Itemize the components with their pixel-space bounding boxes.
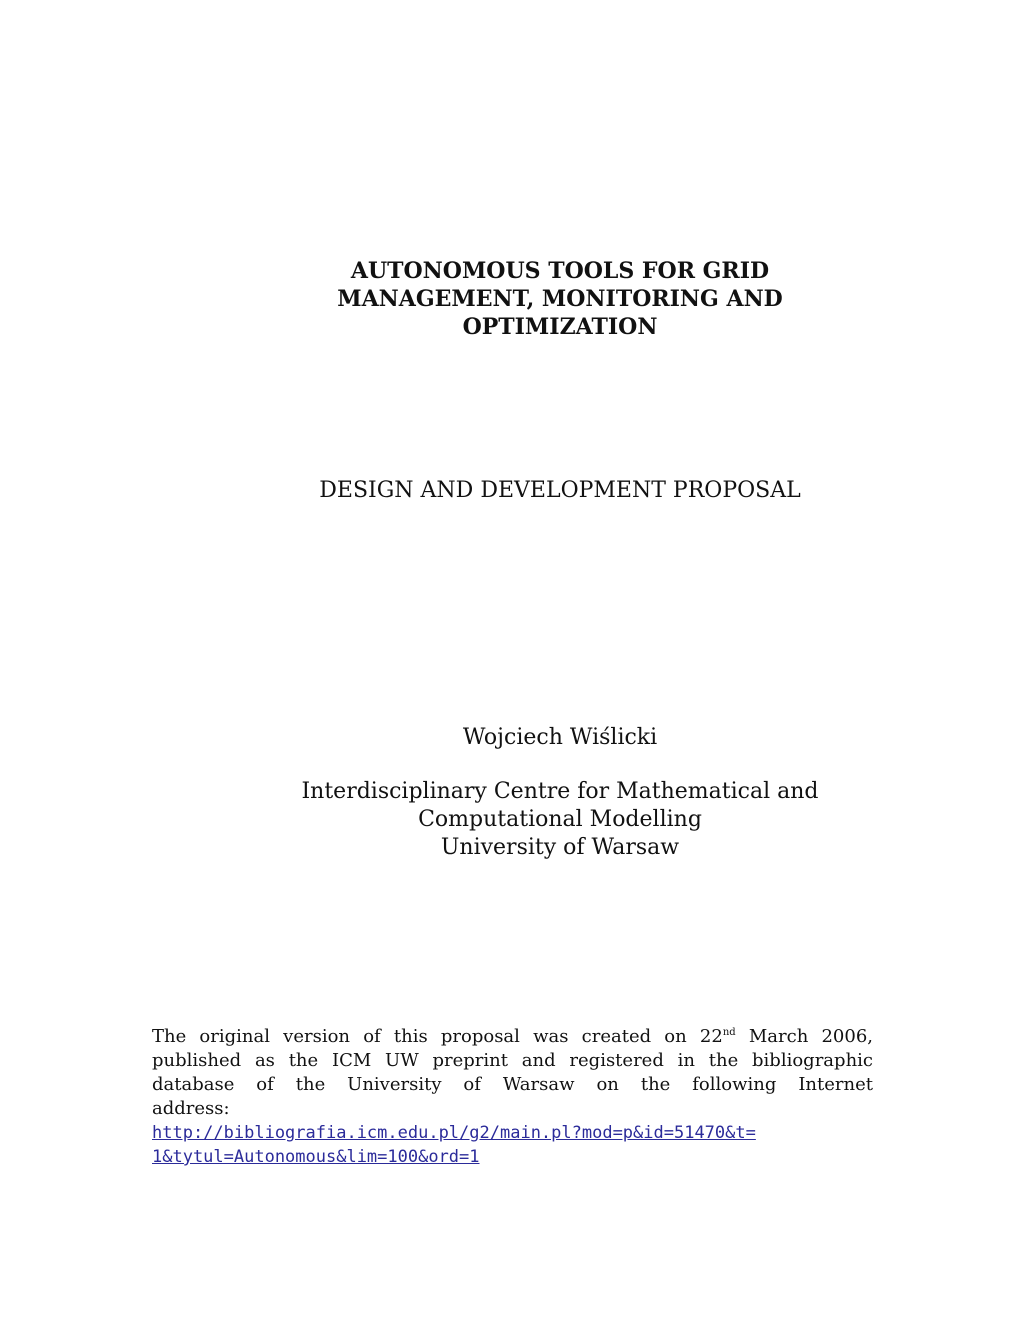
document-subtitle: DESIGN AND DEVELOPMENT PROPOSAL [319,478,801,503]
title-line-1: AUTONOMOUS TOOLS FOR GRID [350,258,770,284]
bibliography-link-line-1[interactable]: http://bibliografia.icm.edu.pl/g2/main.pl?mod=p&id=51470&t= [152,1123,756,1143]
title-line-3: OPTIMIZATION [462,314,658,340]
note-line-1 [152,1025,873,1049]
note-line-1-text: The original version of this proposal was created on 22 [152,1026,723,1047]
document-title [300,257,820,341]
affiliation-line-2: Computational Modelling [418,807,702,832]
title-line-2: MANAGEMENT, MONITORING AND [337,286,783,312]
note-line-3: database of the University of Warsaw on the following Internet [152,1074,873,1095]
author-affiliation [240,778,880,862]
affiliation-line-1: Interdisciplinary Centre for Mathematical and [301,779,819,804]
note-line-1-date: March 2006, [735,1026,873,1047]
bibliography-link[interactable] [152,1121,873,1169]
author-name: Wojciech Wiślicki [462,725,658,750]
note-line-4: address: [152,1098,230,1119]
note-line-2: published as the ICM UW preprint and registered in the bibliographic [152,1050,873,1071]
bibliography-link-line-2[interactable]: 1&tytul=Autonomous&lim=100&ord=1 [152,1147,480,1167]
affiliation-line-3: University of Warsaw [440,835,680,860]
ordinal-suffix: nd [722,1027,736,1038]
publication-note [152,1025,873,1169]
